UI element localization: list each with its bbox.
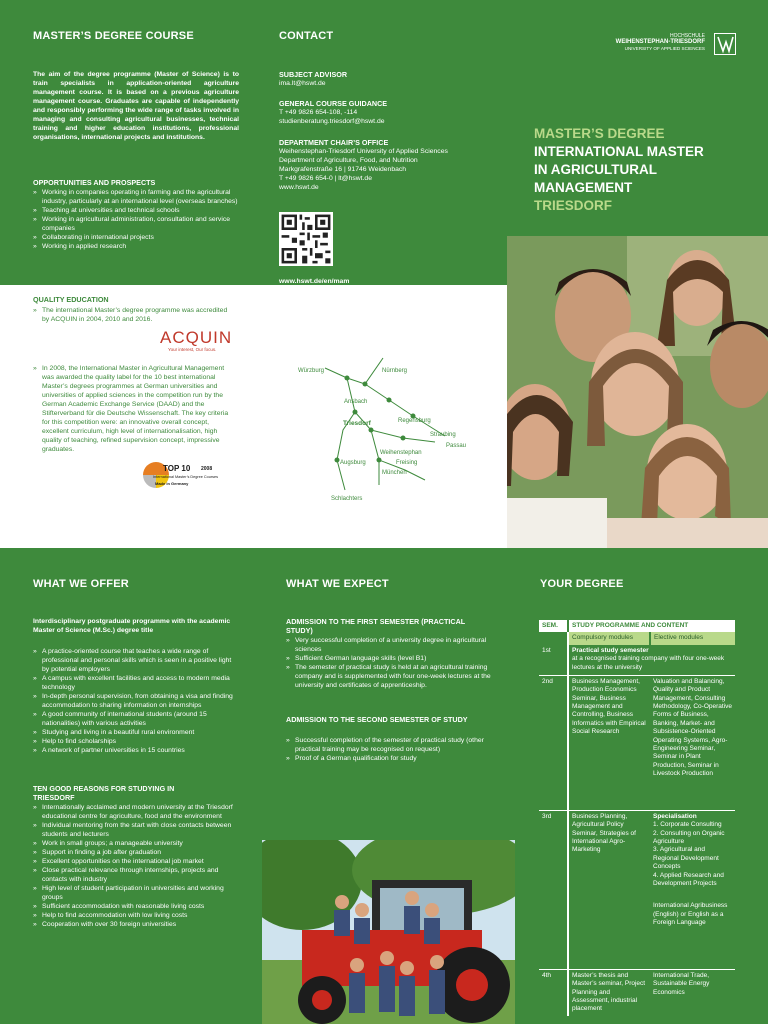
acquin-tagline: Your interest, Our focus. [168, 347, 217, 352]
list-item: » Working in applied research [33, 242, 238, 251]
list-item: » Studying and living in a beautiful rural environment [33, 728, 239, 737]
tractor-illustration [262, 840, 515, 1024]
map-shape [299, 336, 467, 510]
map-city: Regensburg [398, 418, 431, 424]
list-item: » The international Master’s degree programme was accredited by ACQUIN in 2004, 2010 and 2016. [33, 306, 233, 324]
quality-heading: QUALITY EDUCATION [33, 295, 109, 304]
tractor-photo [262, 840, 515, 1024]
list-item: » Collaborating in international projects [33, 233, 238, 242]
map-city: Würzburg [298, 368, 325, 374]
row4-elective: International Trade, Sustainable Energy Economics [653, 971, 710, 996]
map-city: Weihenstephan [380, 450, 422, 456]
map-city: Freising [396, 460, 418, 466]
map-city: Straubing [430, 432, 456, 438]
row3-item: 1. Corporate Consulting [653, 821, 722, 829]
expect-heading: WHAT WE EXPECT [286, 578, 389, 590]
acquin-logo: ACQUIN [160, 328, 233, 347]
map-city: Passau [446, 443, 467, 449]
row3-specialisation: Specialisation [653, 812, 697, 820]
row2-sem: 2nd [539, 675, 568, 810]
map-city: Ansbach [344, 399, 368, 405]
qr-icon [279, 212, 333, 266]
qr-code[interactable] [279, 212, 333, 266]
office-address [279, 147, 494, 192]
list-item: » Successful completion of the semester of practical study (other practical training may be recognised on request) [286, 736, 492, 754]
guidance-email[interactable]: studienberatung.triesdorf@hswt.de [279, 118, 385, 125]
list-item: » Sufficient German language skills (level B1) [286, 654, 492, 663]
row3-item: 3. Agricultural and Regional Development Concepts [653, 846, 719, 871]
table-row [539, 645, 735, 676]
row3-compulsory: Business Planning, Agricultural Policy Seminar, Strategies of International Agro-Marketing [572, 812, 636, 854]
list-item: » Sufficient accommodation with reasonable living costs [33, 902, 239, 911]
reasons-list [33, 803, 239, 929]
list-item: » A network of partner universities in 15 countries [33, 746, 239, 755]
list-item: » In-depth personal supervision, from obtaining a visa and finding accommodation to sharing information on internships [33, 692, 239, 710]
header-elective: Elective modules [650, 632, 735, 644]
masters-course-heading: MASTER’S DEGREE COURSE [33, 30, 194, 42]
table-row [539, 675, 735, 810]
row1-text: at a recognised training company with four one-week lectures at the university [572, 655, 725, 671]
table-row [539, 969, 735, 1016]
office-line: Markgrafenstraße 16 | 91746 Weidenbach [279, 166, 407, 173]
university-brand [595, 33, 705, 52]
brand-line2: WEIHENSTEPHAN-TRIESDORF [615, 39, 705, 45]
badge-line3: Made in Germany [155, 481, 189, 486]
badge-top: TOP 10 [163, 464, 191, 473]
quality-list-2 [33, 364, 233, 454]
bavaria-map [285, 330, 475, 530]
cover-line1: MASTER’S DEGREE [534, 126, 665, 141]
office-line: Weihenstephan-Triesdorf University of Applied Sciences [279, 148, 448, 155]
map-city: Schlachters [331, 496, 363, 502]
row3-extra: International Agribusiness (English) or English as a Foreign Language [653, 902, 728, 927]
list-item: » Work in small groups; a manageable university [33, 839, 239, 848]
cover-line3: IN AGRICULTURAL [534, 162, 657, 177]
first-semester-heading: ADMISSION TO THE FIRST SEMESTER (PRACTICAL STUDY) [286, 617, 466, 635]
quality-list-1 [33, 306, 233, 324]
advisor-heading: SUBJECT ADVISOR [279, 70, 348, 79]
brand-line1: HOCHSCHULE [669, 33, 705, 39]
list-item: » Close practical relevance through internships, projects and contacts with industry [33, 866, 239, 884]
list-item: » Very successful completion of a university degree in agricultural sciences [286, 636, 492, 654]
map-city-triesdorf: Triesdorf [343, 420, 371, 427]
header-compulsory: Compulsory modules [568, 632, 650, 644]
list-item: » Help to find accommodation with low living costs [33, 911, 239, 920]
row2-compulsory: Business Management, Production Economics Seminar, Business Management and Controlling, Business Informatics with Empirical Social Research [572, 677, 646, 736]
list-item: » Internationally acclaimed and modern university at the Triesdorf educational centre for agriculture, food and the environment [33, 803, 239, 821]
offer-intro: Interdisciplinary postgraduate programme with the academic Master of Science (M.Sc.) degree title [33, 618, 231, 634]
cover-line5: TRIESDORF [534, 198, 613, 213]
first-semester-list [286, 636, 492, 690]
list-item: » Individual mentoring from the start with close contacts between students and lecturers [33, 821, 239, 839]
table-header-row [539, 620, 735, 632]
office-line: T +49 9826 654-0 | lt@hswt.de [279, 175, 372, 182]
badge-line2: International Master’s Degree Courses [153, 475, 219, 479]
list-item: » The semester of practical study is held at an agricultural training company and is supplemented with four one-week lectures at the university and certificates of apprenticeship. [286, 663, 492, 690]
offer-heading: WHAT WE OFFER [33, 578, 129, 590]
office-line: Department of Agriculture, Food, and Nutrition [279, 157, 418, 164]
list-item: » Excellent opportunities on the international job market [33, 857, 239, 866]
list-item: » Working in companies operating in farming and the agricultural industry, particularly at an international level (overseas branches) [33, 188, 238, 206]
row2-elective: Valuation and Balancing, Quality and Product Management, Consulting Methodology, Co-Operative Forms of Business, Banking, Market- and Subsistence-Oriented Operating Systems, Agro-Engineering Seminar, Seminar in Plant Production, Seminar in Livestock Production [653, 677, 733, 778]
second-semester-list [286, 736, 492, 763]
row4-sem: 4th [539, 969, 568, 1016]
intro-paragraph: The aim of the degree programme (Master of Science) is to train specialists in application-oriented agriculture management course. It is based on a previous agriculture management course. Graduates are capable of independently and responsibly performing the wide range of tasks involved in managing and consulting agricultural businesses, technical training and higher education institutions, professional organisations, international projects and institutions. [33, 71, 239, 141]
office-heading: DEPARTMENT CHAIR’S OFFICE [279, 138, 389, 147]
contact-heading: CONTACT [279, 30, 334, 42]
list-item: » Help to find scholarships [33, 737, 239, 746]
table-subheader-row [539, 632, 735, 644]
header-sem: SEM. [539, 620, 568, 632]
offer-list [33, 647, 239, 755]
guidance-phone: T +49 9826 654-108, -114 [279, 109, 358, 116]
list-item: » A good community of international students (around 15 nationalities) with various activities [33, 710, 239, 728]
row1-content [568, 645, 735, 676]
list-item: » Working in agricultural administration, consultation and service companies [33, 215, 238, 233]
map-city: Nürnberg [382, 368, 408, 374]
row3-sem: 3rd [539, 810, 568, 969]
list-item: » Cooperation with over 30 foreign universities [33, 920, 239, 929]
row3-elective [650, 810, 735, 969]
degree-table [539, 620, 735, 1016]
brand-line3: UNIVERSITY OF APPLIED SCIENCES [624, 46, 705, 51]
opportunities-heading: OPPORTUNITIES AND PROSPECTS [33, 178, 156, 187]
guidance-heading: GENERAL COURSE GUIDANCE [279, 99, 388, 108]
row3-item: 2. Consulting on Organic Agriculture [653, 829, 725, 846]
row4-compulsory: Master’s thesis and Master’s seminar, Project Planning and Assessment, industrial placement [572, 971, 646, 1013]
university-logo-icon [714, 33, 736, 55]
map-city: Augsburg [340, 460, 366, 466]
row1-sem: 1st [539, 645, 568, 676]
course-url[interactable]: www.hswt.de/en/mam [279, 278, 350, 285]
cover-line2: INTERNATIONAL MASTER [534, 144, 704, 159]
top10-badge [143, 462, 225, 492]
list-item: » Proof of a German qualification for study [286, 754, 492, 763]
badge-year: 2008 [201, 466, 213, 472]
map-city: München [382, 470, 407, 476]
second-semester-heading: ADMISSION TO THE SECOND SEMESTER OF STUDY [286, 715, 468, 724]
list-item: » A practice-oriented course that teaches a wide range of professional and personal skills which is seen in a positive light by potential employers [33, 647, 239, 674]
degree-heading: YOUR DEGREE [540, 578, 624, 590]
table-row [539, 810, 735, 969]
header-programme: STUDY PROGRAMME AND CONTENT [572, 622, 689, 629]
row1-title: Practical study semester [572, 646, 649, 654]
list-item: » In 2008, the International Master in Agricultural Management was awarded the quality label for the 10 best international Master’s degrees programmes at German universities and universities of applied sciences in the competition run by the German Academic Exchange Service (DAAD) and the Stifterverband für die Deutsche Wissenschaft. The key criteria for this competition were: an innovative overall concept, excellent curriculum, high level of internationalisation, high quality of teaching, refined supervision concept, impressive graduates. [33, 364, 233, 454]
reasons-heading: TEN GOOD REASONS FOR STUDYING IN TRIESDORF [33, 784, 175, 802]
list-item: » A campus with excellent facilities and access to modern media technology [33, 674, 239, 692]
list-item: » Support in finding a job after graduation [33, 848, 239, 857]
office-link[interactable]: www.hswt.de [279, 184, 319, 191]
students-photo [507, 236, 768, 548]
list-item: » Teaching at universities and technical schools [33, 206, 238, 215]
row3-item: 4. Applied Research and Development Projects [653, 871, 724, 888]
list-item: » High level of student participation in universities and working groups [33, 884, 239, 902]
cover-line4: MANAGEMENT [534, 180, 633, 195]
advisor-email[interactable]: ima.lt@hswt.de [279, 80, 326, 87]
cover-title [534, 125, 754, 215]
opportunities-list [33, 188, 238, 251]
students-illustration [507, 236, 768, 548]
